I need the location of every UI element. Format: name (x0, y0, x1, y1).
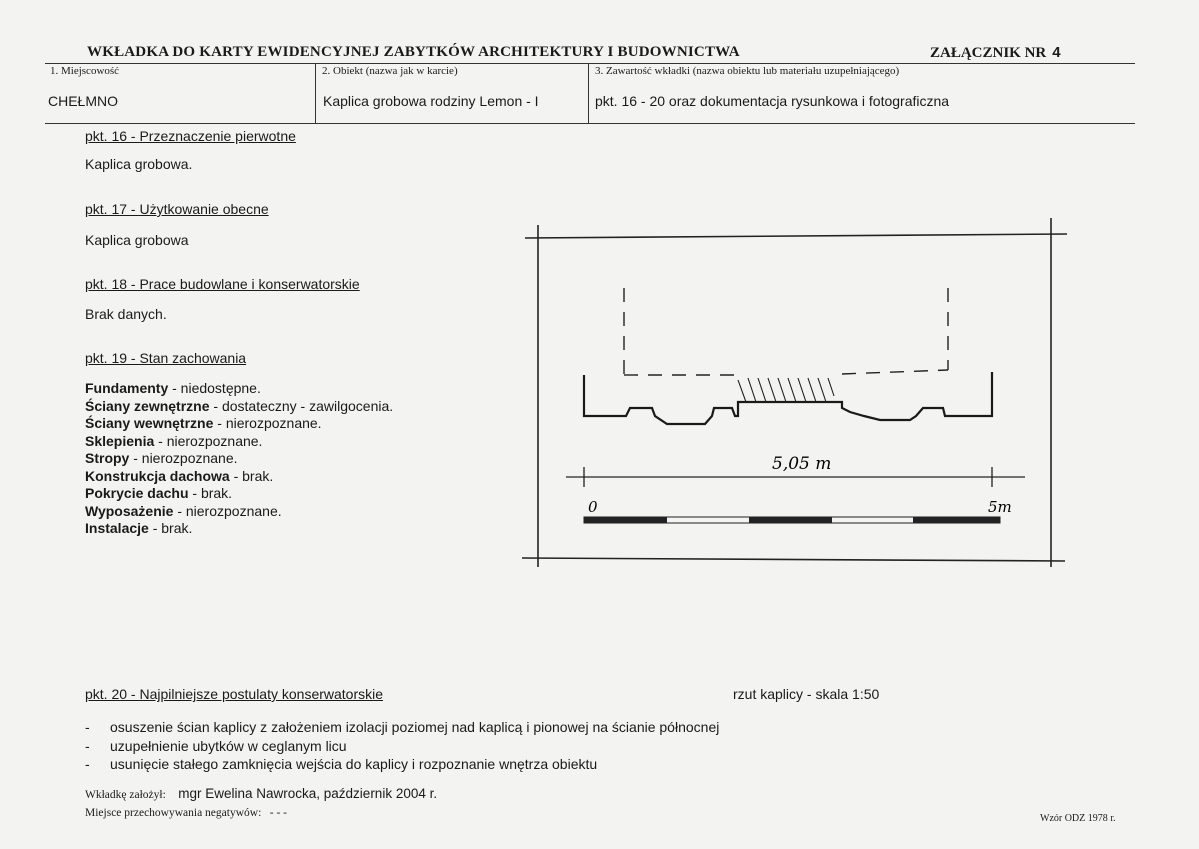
entrance-hatching (738, 378, 834, 402)
annex-label-text: ZAŁĄCZNIK NR (930, 45, 1047, 61)
condition-item: Stropy - nierozpoznane. (85, 450, 238, 466)
section-20-heading: pkt. 20 - Najpilniejsze postulaty konserwatorskie (85, 686, 384, 702)
condition-item: Wyposażenie - nierozpoznane. (85, 502, 282, 519)
field-label-contents: 3. Zawartość wkładki (nazwa obiektu lub materiału uzupełniającego) (595, 65, 900, 77)
list-item: - usunięcie stałego zamknięcia wejścia do kaplicy i rozpoznanie wnętrza obiektu (85, 756, 598, 772)
section-17-text: Kaplica grobowa (85, 232, 189, 248)
section-18-heading: pkt. 18 - Prace budowlane i konserwatorskie (85, 276, 360, 292)
condition-item: Instalacje - brak. (85, 520, 193, 536)
list-item: - uzupełnienie ubytków w ceglanym licu (85, 737, 347, 754)
condition-list (85, 380, 393, 538)
author-label: Wkładkę założył: (85, 789, 166, 801)
drawing-caption: rzut kaplicy - skala 1:50 (733, 686, 880, 702)
field-label-location: 1. Miejscowość (50, 65, 120, 77)
drawing-frame (522, 218, 1067, 567)
header-divider-1 (315, 63, 316, 123)
section-19-heading: pkt. 19 - Stan zachowania (85, 350, 247, 366)
section-16-heading: pkt. 16 - Przeznaczenie pierwotne (85, 128, 296, 144)
annex-label (930, 44, 1061, 62)
negatives-line (85, 803, 287, 821)
section-18-text: Brak danych. (85, 306, 167, 322)
list-item: - osuszenie ścian kaplicy z założeniem izolacji poziomej nad kaplicą i pionowej na ścianie północnej (85, 719, 720, 735)
field-value-location: CHEŁMNO (48, 93, 119, 109)
scale-segment (913, 517, 1000, 523)
section-17-heading: pkt. 17 - Użytkowanie obecne (85, 201, 269, 217)
condition-item: Sklepienia - nierozpoznane. (85, 432, 263, 449)
negatives-label: Miejsce przechowywania negatywów: (85, 807, 262, 819)
header-top-rule (45, 63, 1135, 64)
condition-item: Fundamenty - niedostępne. (85, 380, 261, 396)
dashed-outline (624, 288, 948, 375)
annex-number: 4 (1052, 44, 1061, 61)
condition-item: Ściany wewnętrzne - nierozpoznane. (85, 415, 322, 431)
header-divider-2 (588, 63, 589, 123)
author-line (85, 785, 437, 803)
header-bottom-rule (45, 123, 1135, 124)
form-reference: Wzór ODZ 1978 r. (1040, 813, 1116, 824)
section-16-text: Kaplica grobowa. (85, 156, 193, 172)
dimension-label: 5,05 m (772, 454, 832, 474)
condition-item: Ściany zewnętrzne - dostateczny - zawilgocenia. (85, 397, 394, 414)
scale-end-label: 5m (988, 498, 1012, 516)
condition-item: Pokrycie dachu - brak. (85, 485, 233, 501)
scale-segment (749, 517, 832, 523)
field-value-contents: pkt. 16 - 20 oraz dokumentacja rysunkowa i fotograficzna (595, 93, 950, 109)
negatives-value: - - - (269, 807, 287, 819)
author-value: mgr Ewelina Nawrocka, październik 2004 r. (178, 786, 438, 801)
scale-start-label: 0 (588, 498, 598, 516)
field-label-object: 2. Obiekt (nazwa jak w karcie) (322, 65, 458, 77)
wall-plan (584, 372, 992, 424)
document-title: WKŁADKA DO KARTY EWIDENCYJNEJ ZABYTKÓW ARCHITEKTURY I BUDOWNICTWA (87, 44, 740, 60)
condition-item: Konstrukcja dachowa - brak. (85, 467, 274, 484)
postulates-list (85, 718, 719, 774)
scale-segment (584, 517, 667, 523)
field-value-object: Kaplica grobowa rodziny Lemon - I (323, 93, 539, 109)
chapel-plan-drawing (520, 215, 1070, 570)
